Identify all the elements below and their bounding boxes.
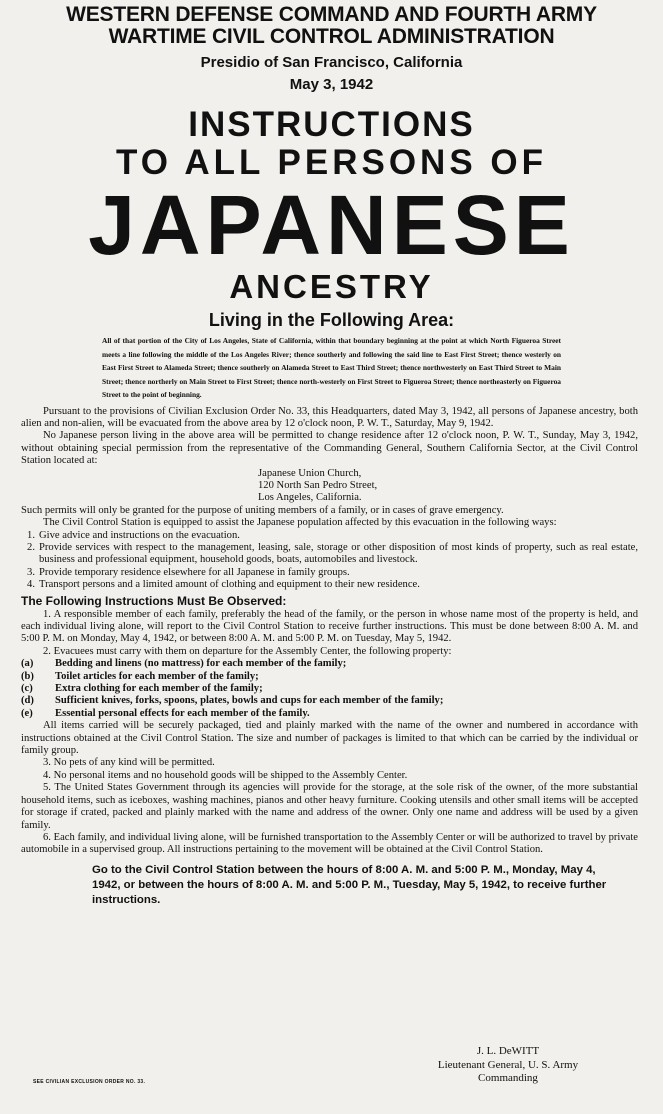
service-item: 4. Transport persons and a limited amount of clothing and equipment to their new residence.: [27, 579, 420, 591]
poster-body: [21, 406, 638, 857]
order-footnote: SEE CIVILIAN EXCLUSION ORDER NO. 33.: [33, 1079, 146, 1085]
service-item: 2. Provide services with respect to the management, leasing, sale, storage or other disposition of most kinds of property, such as real estate, business and professional equipment, household goods, boats, automobiles and livestock.: [27, 541, 638, 566]
signature-name: J. L. DeWITT: [476, 1045, 540, 1057]
property-item: (d) Sufficient knives, forks, spoons, plates, bowls and cups for each member of the family;: [21, 695, 444, 707]
instructions-heading: The Following Instructions Must Be Observed:: [21, 593, 287, 608]
service-item: 3. Provide temporary residence elsewhere for all Japanese in family groups.: [27, 566, 350, 578]
area-description: All of that portion of the City of Los Angeles, State of California, within that boundary beginning at the point at which North Figueroa Street meets a line following the middle of the Los Angeles River; thence southerly and following the said line to East First Street; thence westerly on East First Street to Alameda Street; thence southerly on Alameda Street to East Third Street; thence northwesterly on East Third Street to Main Street; thence northerly on Main Street to First Street; thence north-westerly on First Street to Figueroa Street; thence northeasterly on Figueroa Street to the point of beginning.: [102, 336, 561, 399]
instruction-2: 2. Evacuees must carry with them on departure for the Assembly Center, the following property:: [43, 645, 452, 657]
instruction-3: 3. No pets of any kind will be permitted.: [43, 757, 215, 769]
signature-block: [408, 1045, 608, 1086]
address-line: Los Angeles, California.: [258, 492, 362, 504]
title-instructions: INSTRUCTIONS: [188, 105, 475, 144]
paragraph-order: Pursuant to the provisions of Civilian Exclusion Order No. 33, this Headquarters, dated May 3, 1942, all persons of Japanese ancestry, both alien and non-alien, will be evacuated from the above area by 12 o'clock noon, P. W. T., Saturday, May 9, 1942.: [21, 405, 638, 429]
paragraph-residence: No Japanese person living in the above area will be permitted to change residence after 12 o'clock noon, P. W. T., Sunday, May 3, 1942, without obtaining special permission from the representative of the Commanding General, Southern California Sector, at the Civil Control Station located at:: [21, 430, 638, 467]
area-heading: Living in the Following Area:: [208, 310, 455, 330]
instruction-6: 6. Each family, and individual living alone, will be furnished transportation to the Assembly Center or will be authorized to travel by private automobile in a supervised group. All instructions pertaining to the movement will be obtained at the Civil Control Station.: [21, 831, 638, 856]
address-line: 120 North San Pedro Street,: [258, 479, 378, 491]
packaging-paragraph: All items carried will be securely packaged, tied and plainly marked with the name of the owner and numbered in accordance with instructions obtained at the Civil Control Station. The size and number of packages is limited to that which can be carried by the individual or family group.: [21, 720, 638, 757]
header-command: [0, 4, 663, 48]
signature-rank: Lieutenant General, U. S. Army: [437, 1058, 579, 1071]
title-to-all-persons: TO ALL PERSONS OF: [115, 143, 547, 182]
signature-role: Commanding: [478, 1072, 538, 1084]
station-address: [258, 468, 638, 505]
property-item: (e) Essential personal effects for each member of the family.: [21, 707, 310, 719]
property-item: (c) Extra clothing for each member of the family;: [21, 683, 263, 695]
service-item: 1. Give advice and instructions on the evacuation.: [27, 529, 240, 541]
header-location-block: [0, 52, 663, 96]
header-location: Presidio of San Francisco, California: [200, 54, 463, 71]
closing-directive: Go to the Civil Control Station between the hours of 8:00 A. M. and 5:00 P. M., Monday, May 4, 1942, or between the hours of 8:00 A. M. and 5:00 P. M., Tuesday, May 5, 1942, to receive further instructions.: [92, 863, 607, 906]
property-item: (b) Toilet articles for each member of the family;: [21, 670, 259, 682]
header-date: May 3, 1942: [289, 76, 374, 93]
instruction-1: 1. A responsible member of each family, preferably the head of the family, or the person in whose name most of the property is held, and each individual living alone, will report to the Civil Control Station to receive further instructions. This must be done between 8:00 A. M. and 5:00 P. M. on Monday, May 4, 1942, or between 8:00 A. M. and 5:00 P. M. on Tuesday, May 5, 1942.: [21, 608, 638, 645]
header-line-2: WARTIME CIVIL CONTROL ADMINISTRATION: [108, 25, 555, 48]
address-line: Japanese Union Church,: [258, 467, 362, 479]
header-line-1: WESTERN DEFENSE COMMAND AND FOURTH ARMY: [66, 3, 597, 26]
instruction-5: 5. The United States Government through its agencies will provide for the storage, at the sole risk of the owner, of the more substantial household items, such as iceboxes, washing machines, pianos and other heavy furniture. Cooking utensils and other small items will be accepted for storage if crated, packed and plainly marked with the name and address of the owner. Only one name and address will be used by a given family.: [21, 782, 638, 831]
property-item: (a) Bedding and linens (no mattress) for each member of the family;: [21, 658, 347, 670]
title-ancestry: ANCESTRY: [229, 268, 434, 305]
paragraph-station: The Civil Control Station is equipped to assist the Japanese population affected by this evacuation in the following ways:: [43, 517, 557, 529]
paragraph-permits: Such permits will only be granted for the purpose of uniting members of a family, or in cases of grave emergency.: [21, 504, 504, 516]
title-japanese: JAPANESE: [88, 178, 575, 272]
instruction-4: 4. No personal items and no household goods will be shipped to the Assembly Center.: [43, 769, 408, 781]
